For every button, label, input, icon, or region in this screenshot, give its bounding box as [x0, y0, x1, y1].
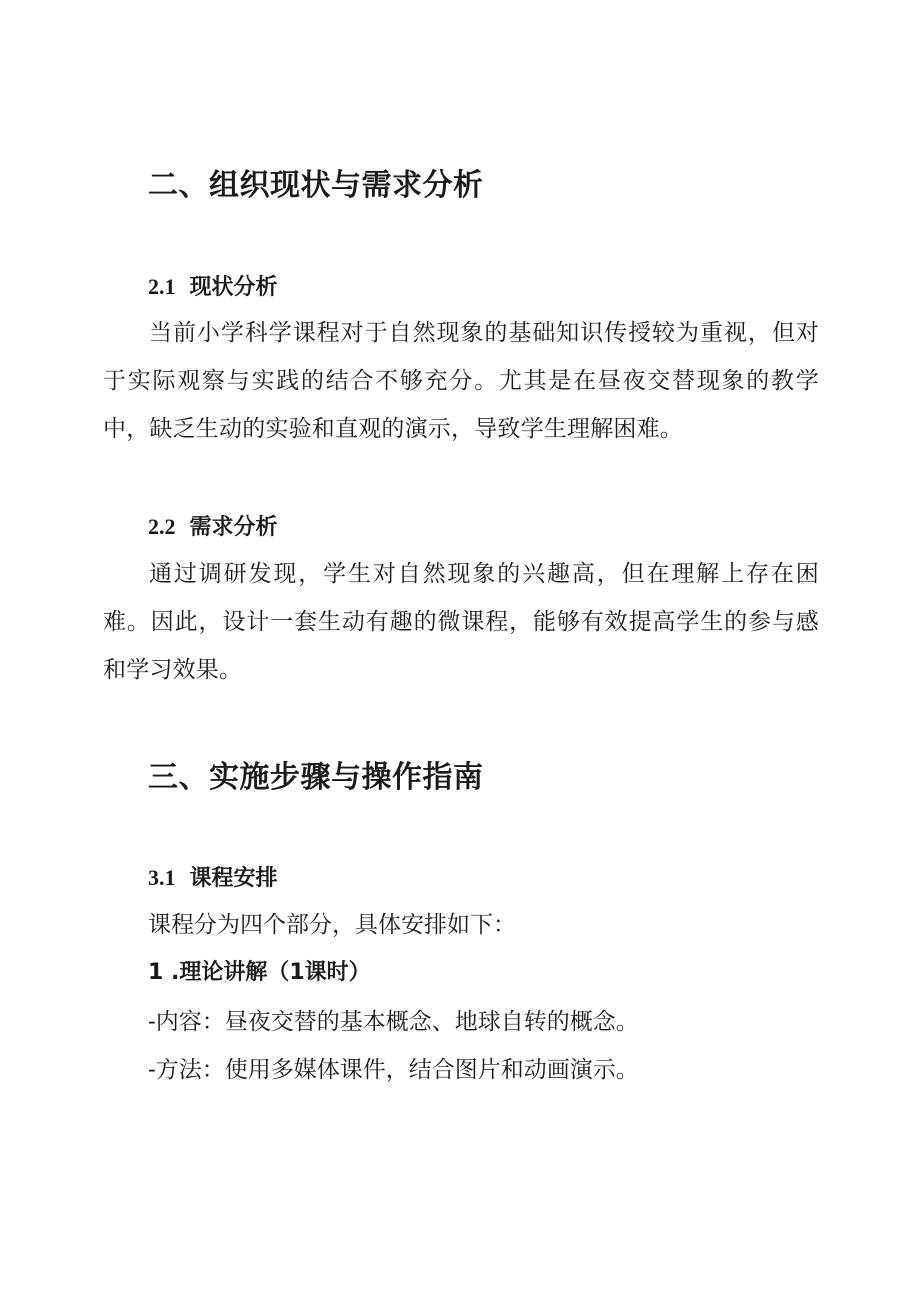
subsection-title: 课程安排 [189, 866, 278, 891]
list-item-line: -方法：使用多媒体课件，结合图片和动画演示。 [148, 1057, 639, 1083]
intro-text: 课程分为四个部分，具体安排如下： [148, 912, 516, 938]
subsection-number: 2.2 [148, 514, 176, 539]
section-heading: 二、组织现状与需求分析 [148, 168, 484, 203]
list-item-heading: 1 .理论讲解（1课时） [148, 960, 371, 985]
subsection-title: 现状分析 [189, 275, 278, 300]
subsection-number: 2.1 [148, 274, 176, 299]
subsection-heading [148, 863, 278, 894]
subsection-title: 需求分析 [189, 515, 278, 540]
paragraph: 当前小学科学课程对于自然现象的基础知识传授较为重视，但对于实际观察与实践的结合不够充分。尤其是在昼夜交替现象的教学中，缺乏生动的实验和直观的演示，导致学生理解困难。 [103, 320, 819, 442]
subsection-number: 3.1 [148, 865, 176, 890]
section-heading: 三、实施步骤与操作指南 [148, 760, 484, 795]
list-item-line: -内容：昼夜交替的基本概念、地球自转的概念。 [148, 1009, 639, 1035]
paragraph: 通过调研发现，学生对自然现象的兴趣高，但在理解上存在困难。因此，设计一套生动有趣的微课程，能够有效提高学生的参与感和学习效果。 [103, 561, 819, 683]
subsection-heading [148, 272, 278, 303]
subsection-heading [148, 512, 278, 543]
